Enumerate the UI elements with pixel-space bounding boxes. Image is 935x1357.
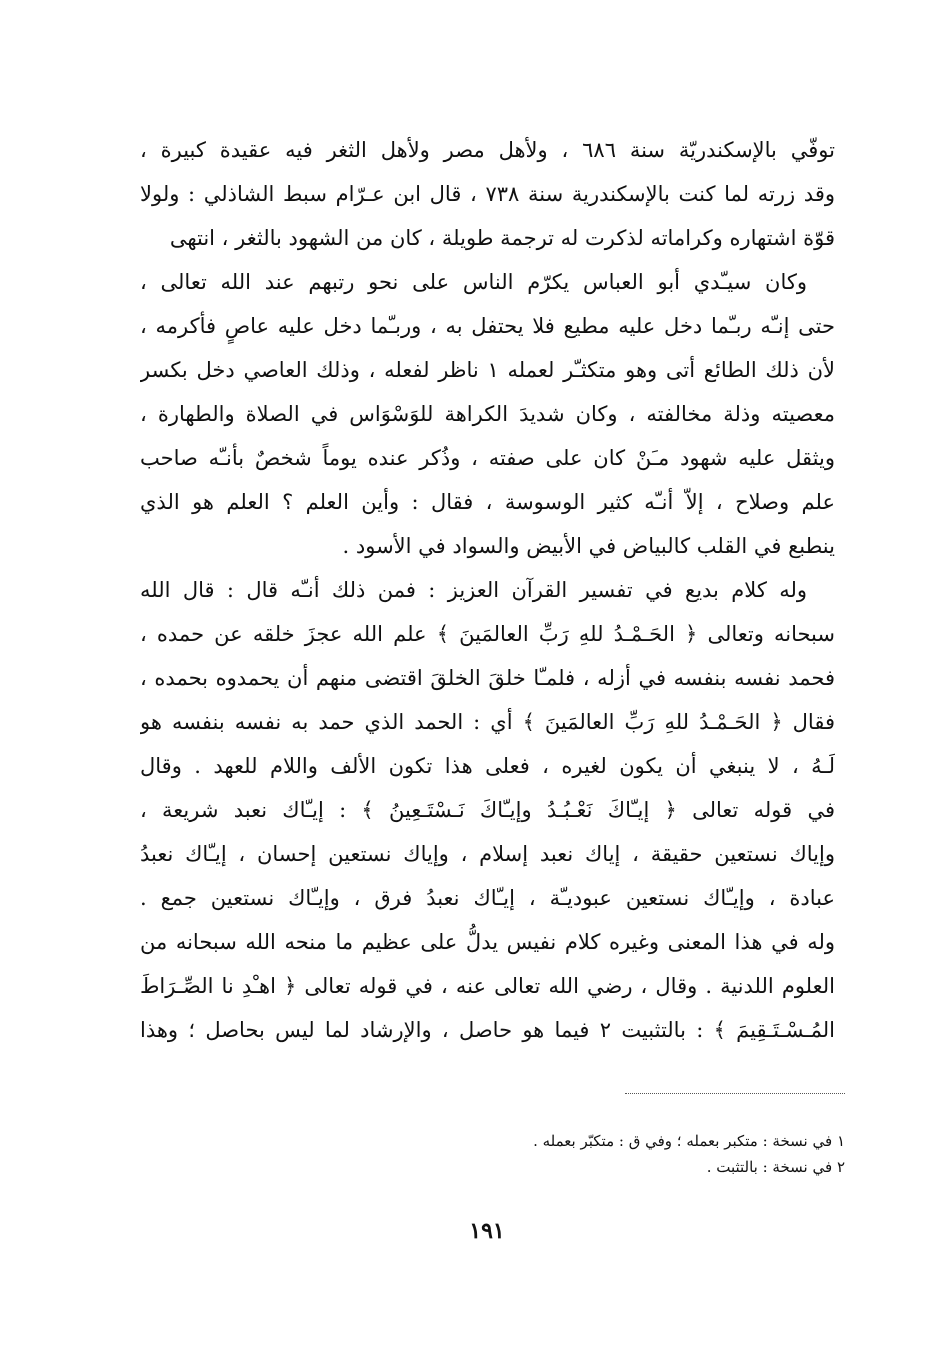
footnote-1: ١ في نسخة : متكبر بعمله ؛ وفي ق : متكبّر بعمله . — [533, 1132, 845, 1150]
text-line: وله كلام بديع في تفسير القرآن العزيز : فمن ذلك أنـّه قال : قال الله — [140, 578, 807, 602]
footnote-separator — [625, 1093, 845, 1094]
text-line: فقال ﴿ الحَـمْـدُ للهِ رَبِّ العالمَينَ ﴾ أي : الحمد الذي حمد به نفسه بنفسه هو — [140, 710, 835, 734]
footnote-2: ٢ في نسخة : بالتثبت . — [706, 1158, 845, 1176]
text-line: المُـسْـتَـقِيمَ ﴾ : بالتثبيت ٢ فيما هو حاصل ، والإرشاد لما ليس بحاصل ؛ وهذا — [140, 1018, 835, 1042]
text-line: حتى إنـّه ربـّما دخل عليه مطيع فلا يحتفل به ، وربـّما دخل عليه عاصٍ فأكرمه ، — [140, 314, 835, 338]
text-line: لأن ذلك الطائع أتى وهو متكثـّر لعمله ١ ناظر لفعله ، وذلك العاصي دخل بكسر — [140, 358, 835, 382]
text-line: فحمد نفسه بنفسه في أزله ، فلمـّا خلقَ الخلقَ اقتضى منهم أن يحمدوه بحمده ، — [140, 666, 835, 690]
text-line: في قوله تعالى ﴿ إيـّاكَ نَعْـبُـدُ وإيـّاكَ نَـسْتَـعِينُ ﴾ : إيـّاك نعبد شريعة ، — [140, 798, 835, 822]
text-line: وقد زرته لما كنت بالإسكندرية سنة ٧٣٨ ، قال ابن عـرّام سبط الشاذلي : ولولا — [140, 182, 835, 206]
text-line: لَـهُ ، لا ينبغي أن يكون لغيره ، فعلى هذا تكون الألف واللام للعهد . وقال — [140, 754, 835, 778]
main-text — [140, 128, 835, 1052]
text-line: عبادة ، وإيـّاك نستعين عبوديـّة ، إيـّاك نعبدُ فرق ، وإيـّاك نستعين جمع . — [140, 886, 835, 910]
text-line: قوّة اشتهاره وكراماته لذكرت له ترجمة طويلة ، كان من الشهود بالثغر ، انتهى — [169, 226, 835, 250]
text-line: توفّي بالإسكندريّة سنة ٦٨٦ ، ولأهل مصر ولأهل الثغر فيه عقيدة كبيرة ، — [140, 138, 835, 162]
text-line: وإياك نستعين حقيقة ، إياك نعبد إسلام ، وإياك نستعين إحسان ، إيـّاك نعبدُ — [140, 842, 835, 866]
text-line: وله في هذا المعنى وغيره كلام نفيس يدلُّ على عظيم ما منحه الله سبحانه من — [140, 930, 835, 954]
text-line: ينطبع في القلب كالبياض في الأبيض والسواد في الأسود . — [342, 534, 835, 558]
footnotes — [300, 1128, 845, 1180]
text-line: علم وصلاح ، إلاّ أنـّه كثير الوسوسة ، فقال : وأين العلم ؟ العلم هو الذي — [140, 490, 835, 514]
text-line: ويثقل عليه شهود مـَنْ كان على صفته ، وذُكر عنده يوماً شخصٌ بأنـّه صاحب — [140, 446, 835, 470]
text-line: العلوم اللدنية . وقال ، رضي الله تعالى عنه ، في قوله تعالى ﴿ اهـْدِ نا الصِّـرَاطَ — [140, 974, 835, 998]
text-line: معصيته وذلة مخالفته ، وكان شديدَ الكراهة للوَسْوَاس في الصلاة والطهارة ، — [140, 402, 835, 426]
page-number: ١٩١ — [469, 1218, 505, 1244]
text-line: وكان سيـّدي أبو العباس يكرّم الناس على نحو رتبهم عند الله تعالى ، — [140, 270, 807, 294]
text-line: سبحانه وتعالى ﴿ الحَـمْـدُ للهِ رَبِّ العالمَينَ ﴾ علم الله عجزَ خلقه عن حمده ، — [140, 622, 835, 646]
